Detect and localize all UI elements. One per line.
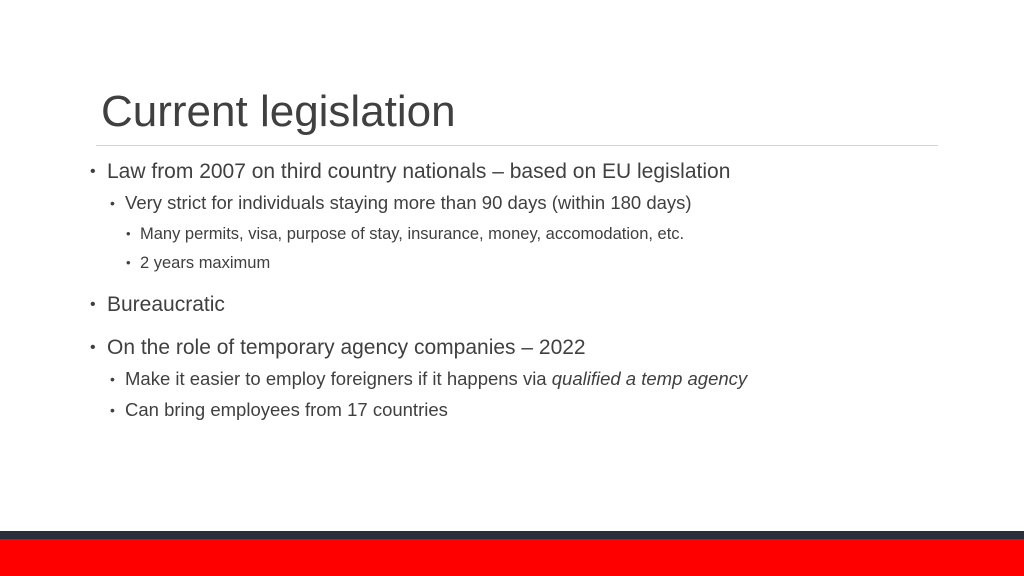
bullet-text: Law from 2007 on third country nationals – based on EU legislation [107,160,731,183]
bullet-text: 2 years maximum [140,254,271,272]
bullet-level3-many-permits [126,223,685,245]
bullet-text: Make it easier to employ foreigners if it happens via [125,368,552,389]
bullet-level2-easier-employ [110,367,748,391]
bullet-level2-17-countries [110,398,448,422]
bullet-level1-temp-agency [90,335,586,361]
bullet-dot-icon: • [110,402,115,418]
footer-dark-band [0,531,1024,539]
footer-red-band [0,539,1024,576]
slide-title: Current legislation [101,87,456,136]
bullet-level3-two-years [126,252,271,274]
bullet-dot-icon: • [90,339,96,356]
bullet-emphasis-text: qualified a temp agency [551,368,748,389]
bullet-dot-icon: • [90,163,96,180]
bullet-text: Bureaucratic [107,293,225,316]
bullet-text: Very strict for individuals staying more than 90 days (within 180 days) [125,192,692,213]
bullet-level1-bureaucratic [90,292,225,318]
bullet-dot-icon: • [110,371,115,387]
bullet-text: Many permits, visa, purpose of stay, insurance, money, accomodation, etc. [140,225,685,243]
bullet-dot-icon: • [110,195,115,211]
bullet-dot-icon: • [126,226,131,241]
bullet-level1-law-2007 [90,159,731,185]
bullet-level2-very-strict [110,191,692,215]
bullet-dot-icon: • [126,255,131,270]
bullet-dot-icon: • [90,296,96,313]
bullet-text: Can bring employees from 17 countries [125,399,448,420]
bullet-text: On the role of temporary agency companies – 2022 [107,336,586,359]
